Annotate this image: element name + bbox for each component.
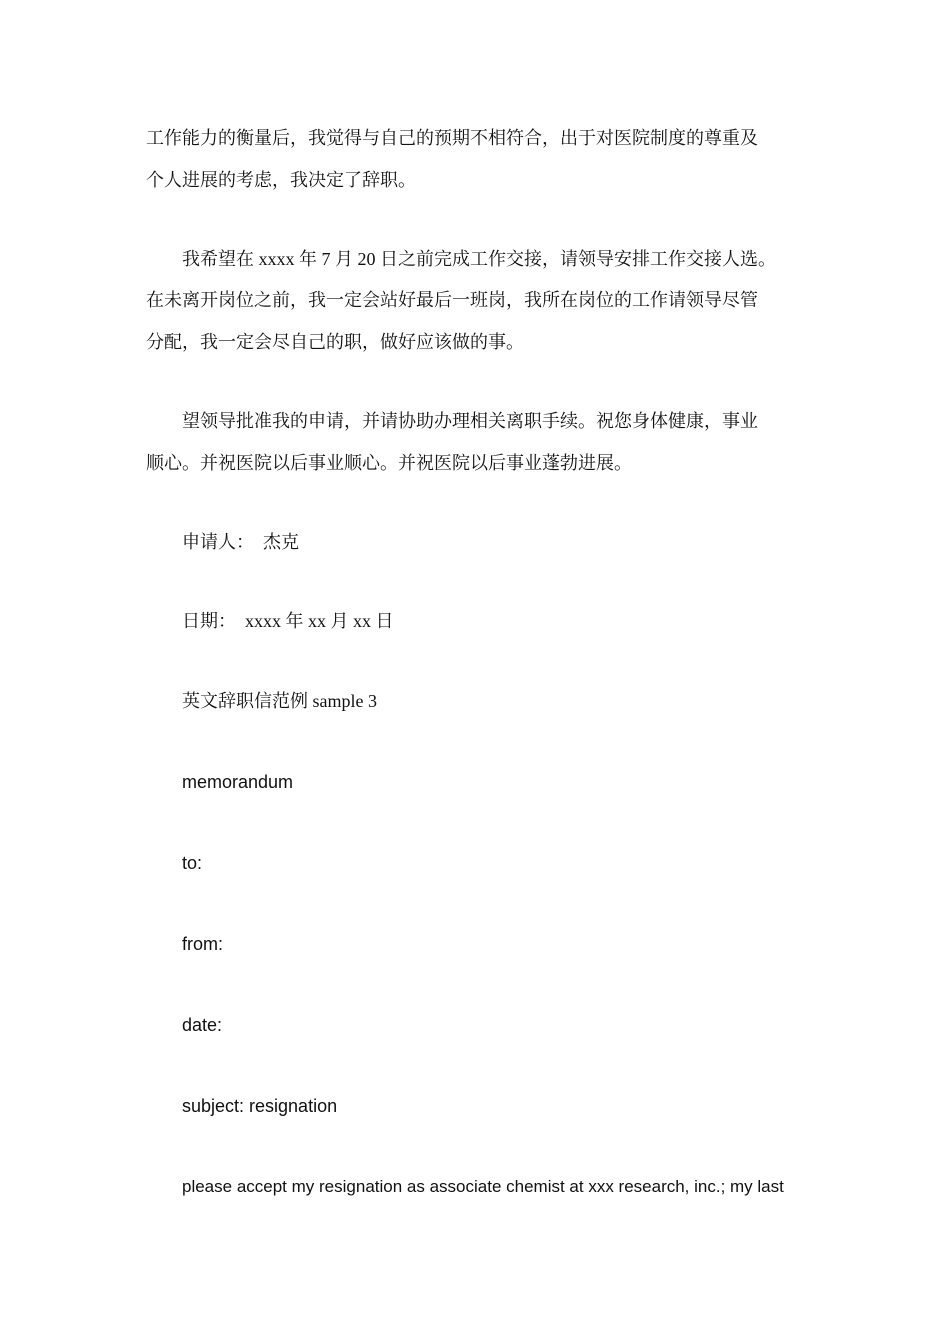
memo-from-line: from: [182, 934, 224, 954]
memo-heading: memorandum [182, 772, 294, 792]
memo-body-line: please accept my resignation as associate chemist at xxx research, inc.; my last [182, 1177, 784, 1196]
paragraph-2-line-1: 我希望在 xxxx 年 7 月 20 日之前完成工作交接，请领导安排工作交接人选。 [182, 249, 776, 269]
paragraph-1-line-2: 个人进展的考虑，我决定了辞职。 [146, 170, 416, 190]
paragraph-3-line-1: 望领导批准我的申请，并请协助办理相关离职手续。祝您身体健康，事业 [182, 411, 758, 431]
sample-title-line: 英文辞职信范例 sample 3 [182, 691, 377, 711]
date-line: 日期： xxxx 年 xx 月 xx 日 [182, 611, 394, 631]
paragraph-2-line-3: 分配，我一定会尽自己的职，做好应该做的事。 [146, 332, 524, 352]
paragraph-2-line-2: 在未离开岗位之前，我一定会站好最后一班岗，我所在岗位的工作请领导尽管 [146, 290, 758, 310]
paragraph-3-line-2: 顺心。并祝医院以后事业顺心。并祝医院以后事业蓬勃进展。 [146, 453, 632, 473]
memo-subject-line: subject: resignation [182, 1096, 338, 1116]
memo-to-line: to: [182, 853, 203, 873]
memo-date-line: date: [182, 1015, 223, 1035]
applicant-line: 申请人： 杰克 [182, 532, 299, 552]
paragraph-1-line-1: 工作能力的衡量后，我觉得与自己的预期不相符合，出于对医院制度的尊重及 [146, 128, 758, 148]
